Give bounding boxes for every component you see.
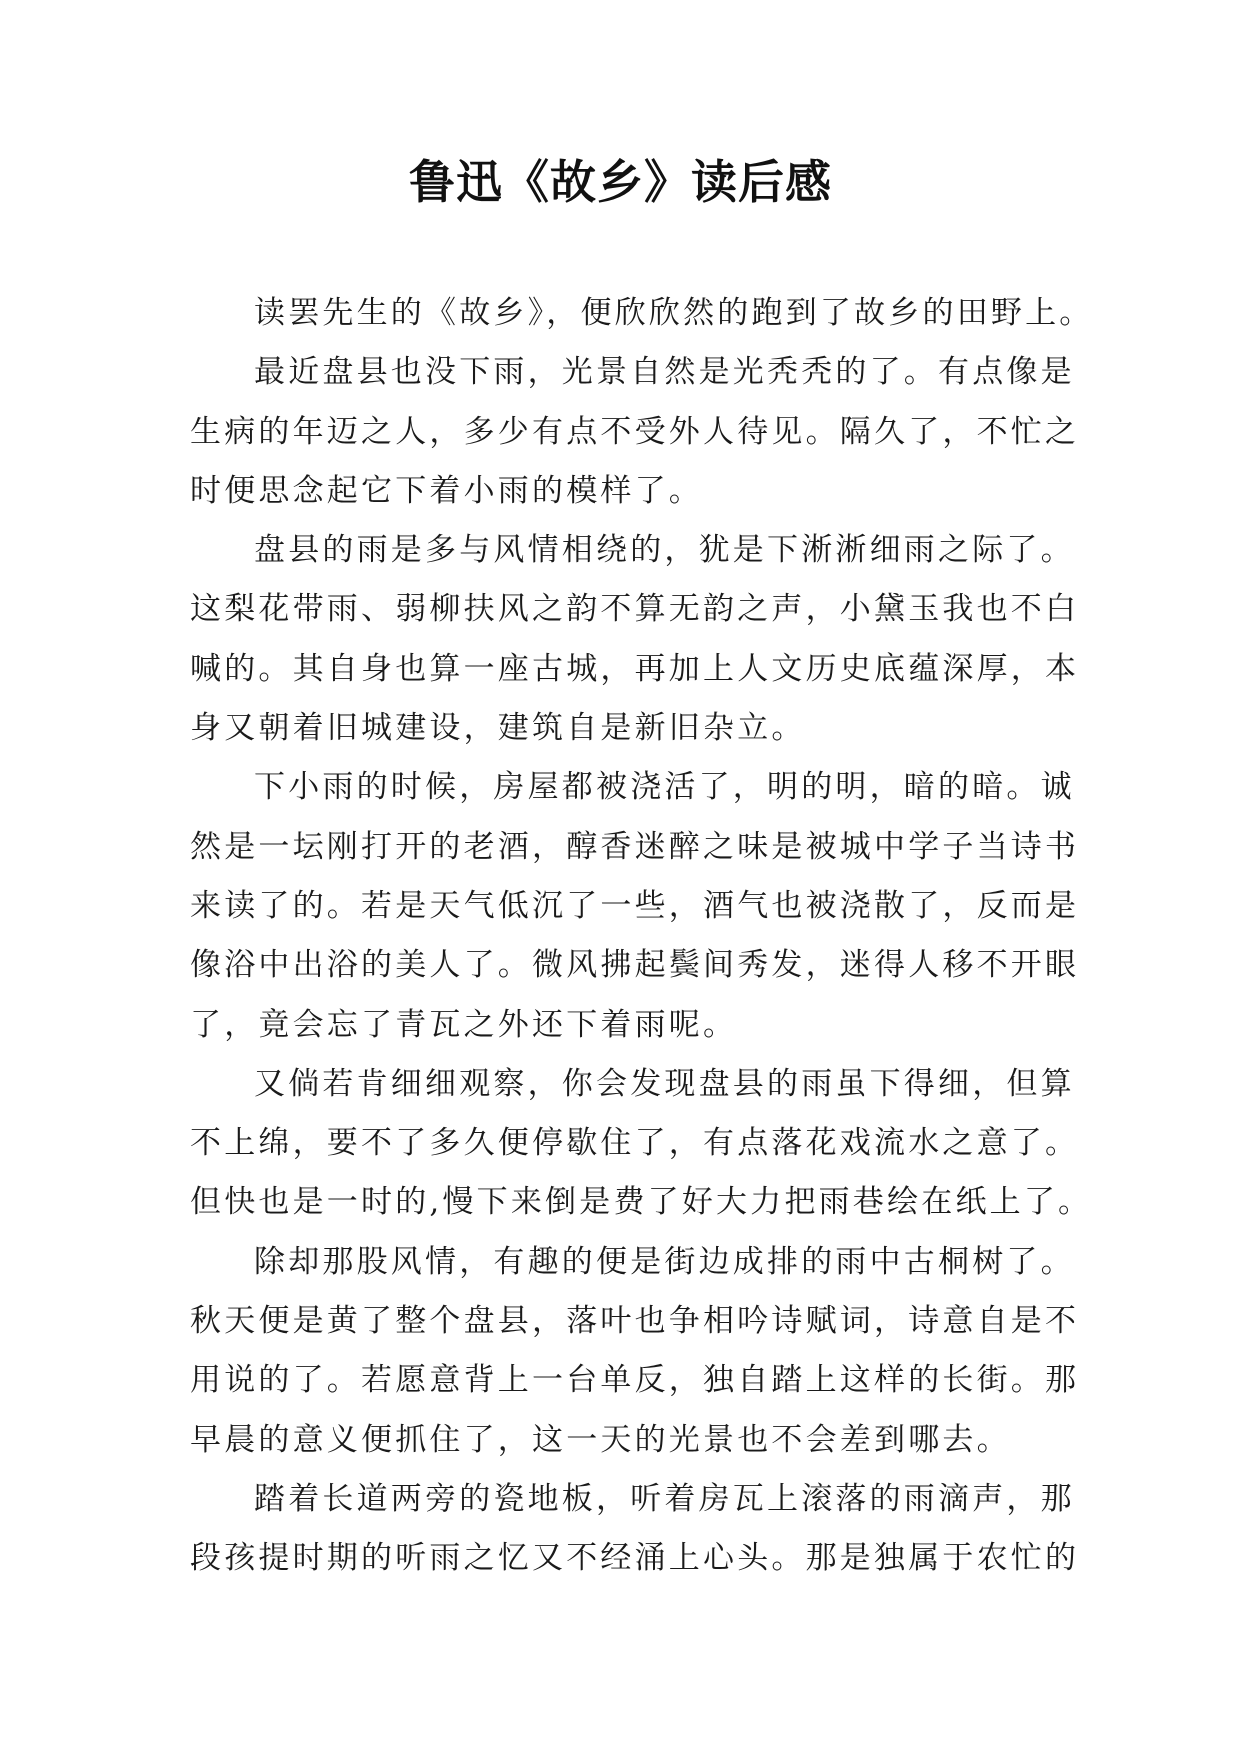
text-line: 用说的了。若愿意背上一台单反，独自踏上这样的长街。那 <box>190 1362 1080 1399</box>
text-line: 最近盘县也没下雨，光景自然是光秃秃的了。有点像是 <box>254 354 1075 391</box>
text-line: 踏着长道两旁的瓷地板，听着房瓦上滚落的雨滴声，那 <box>254 1480 1075 1517</box>
text-line: 喊的。其自身也算一座古城，再加上人文历史底蕴深厚，本 <box>190 650 1080 687</box>
document-body <box>190 284 1094 1589</box>
document-title: 鲁迅《故乡》读后感 <box>409 155 832 209</box>
text-line: 盘县的雨是多与风情相绕的，犹是下淅淅细雨之际了。 <box>254 532 1075 569</box>
paragraph <box>190 1233 1080 1470</box>
text-line: 然是一坛刚打开的老酒，醇香迷醉之味是被城中学子当诗书 <box>190 828 1080 865</box>
text-line: 像浴中出浴的美人了。微风拂起鬓间秀发，迷得人移不开眼 <box>190 947 1080 984</box>
paragraph <box>190 521 1080 758</box>
text-line: 来读了的。若是天气低沉了一些，酒气也被浇散了，反而是 <box>190 887 1080 924</box>
text-line: 读罢先生的《故乡》，便欣欣然的跑到了故乡的田野上。 <box>254 295 1094 331</box>
text-line: 段孩提时期的听雨之忆又不经涌上心头。那是独属于农忙的 <box>190 1540 1080 1577</box>
paragraph <box>190 1470 1080 1589</box>
paragraph <box>190 758 1080 1054</box>
text-line: 了，竟会忘了青瓦之外还下着雨呢。 <box>190 1006 738 1043</box>
paragraph <box>190 343 1080 521</box>
text-line: 这梨花带雨、弱柳扶风之韵不算无韵之声，小黛玉我也不白 <box>190 591 1080 628</box>
text-line: 时便思念起它下着小雨的模样了。 <box>190 472 703 509</box>
text-line: 身又朝着旧城建设，建筑自是新旧杂立。 <box>190 710 806 747</box>
text-line: 除却那股风情，有趣的便是街边成排的雨中古桐树了。 <box>254 1243 1075 1280</box>
text-line: 早晨的意义便抓住了，这一天的光景也不会差到哪去。 <box>190 1421 1011 1458</box>
paragraph <box>190 1055 1093 1233</box>
paragraph <box>190 284 1094 343</box>
text-line: 但快也是一时的,慢下来倒是费了好大力把雨巷绘在纸上了。 <box>190 1184 1093 1221</box>
text-line: 又倘若肯细细观察，你会发现盘县的雨虽下得细，但算 <box>254 1065 1075 1102</box>
text-line: 不上绵，要不了多久便停歇住了，有点落花戏流水之意了。 <box>190 1125 1080 1162</box>
text-line: 生病的年迈之人，多少有点不受外人待见。隔久了，不忙之 <box>190 413 1080 450</box>
text-line: 下小雨的时候，房屋都被浇活了，明的明，暗的暗。诚 <box>254 769 1075 806</box>
text-line: 秋天便是黄了整个盘县，落叶也争相吟诗赋词，诗意自是不 <box>190 1303 1080 1340</box>
